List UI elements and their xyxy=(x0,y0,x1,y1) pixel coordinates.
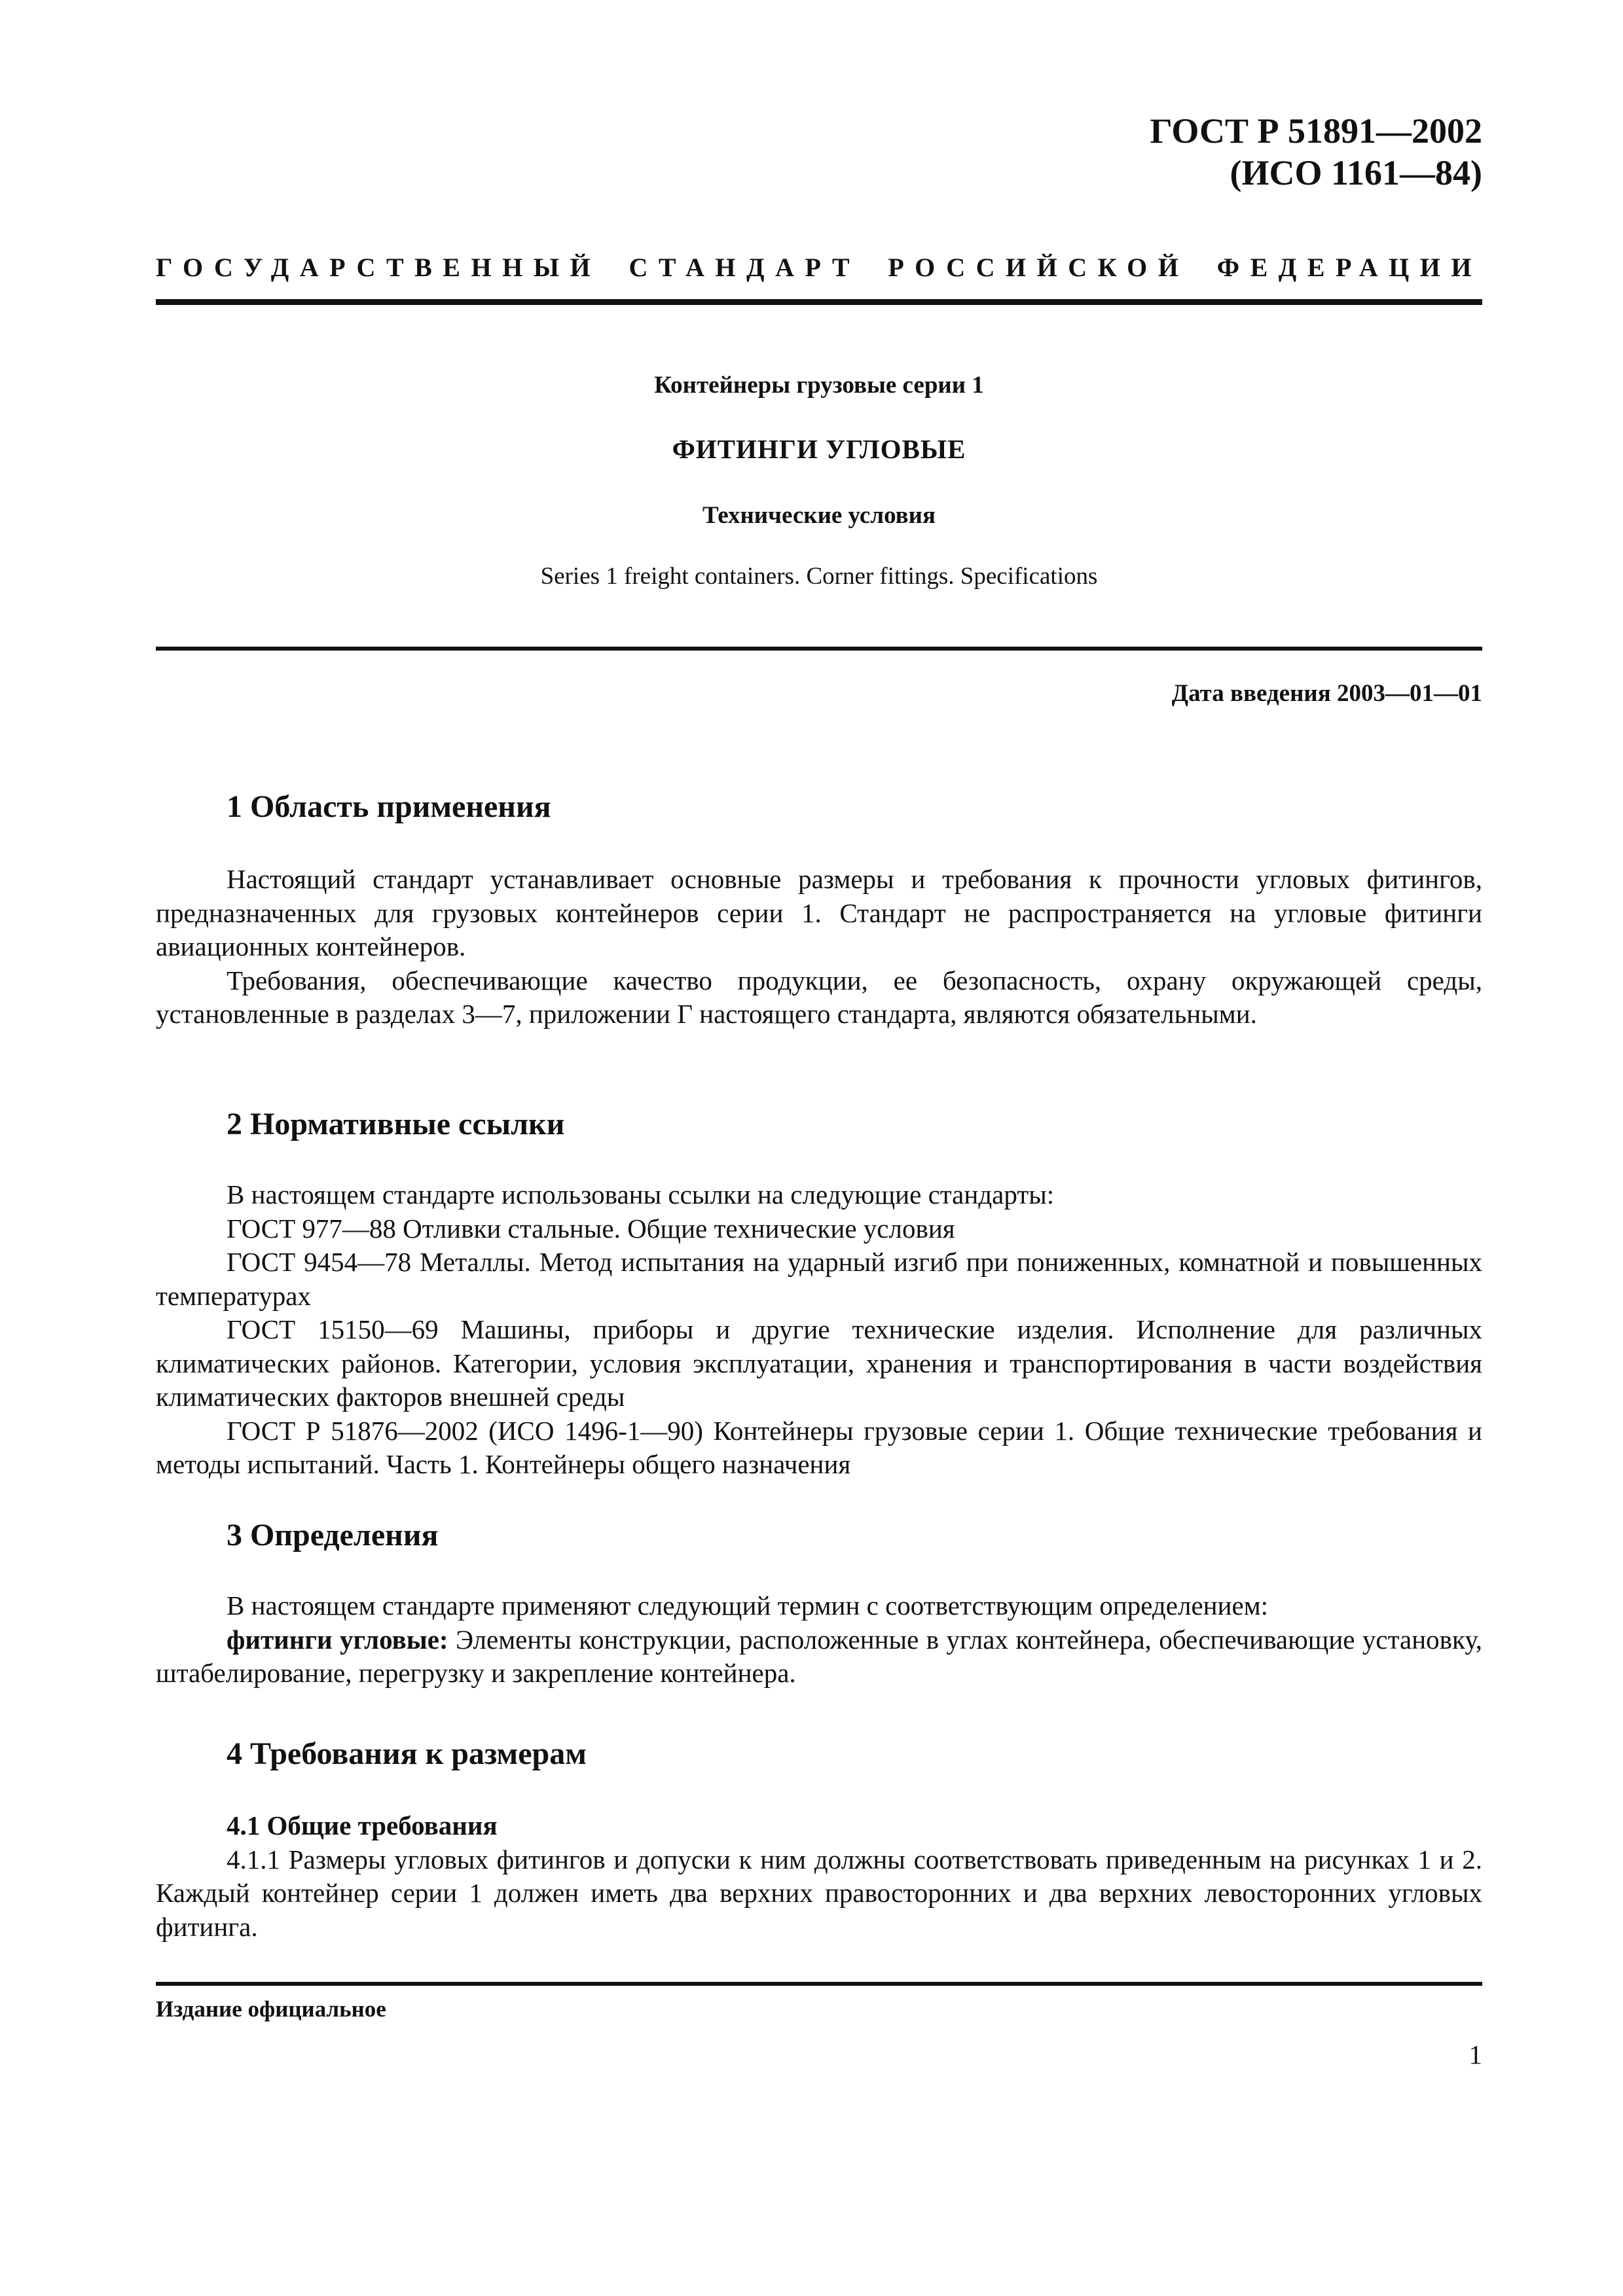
section-2-intro: В настоящем стандарте использованы ссылки на следующие стандарты: xyxy=(227,1179,1055,1210)
standard-title: ФИТИНГИ УГЛОВЫЕ xyxy=(672,434,966,464)
state-standard-title: ГОСУДАРСТВЕННЫЙ СТАНДАРТ РОССИЙСКОЙ ФЕДЕРАЦИИ xyxy=(156,253,1482,282)
footer-divider xyxy=(156,1982,1482,1986)
gost-number: ГОСТ Р 51891—2002 xyxy=(1150,111,1482,151)
section-2-body xyxy=(156,1178,1482,1482)
section-1-paragraph-2: Требования, обеспечивающие качество продукции, ее безопасность, охрану окружающей среды, установленные в разделах 3—7, приложении Г настоящего стандарта, являются обязательными. xyxy=(156,965,1482,1029)
reference-gost-15150: ГОСТ 15150—69 Машины, приборы и другие технические изделия. Исполнение для различных климатических районов. Категории, условия эксплуатации, хранения и транспортирования в части воздействия климатических факторов внешней среды xyxy=(156,1314,1482,1412)
reference-gost-9454: ГОСТ 9454—78 Металлы. Метод испытания на ударный изгиб при пониженных, комнатной и повышенных температурах xyxy=(156,1247,1482,1311)
section-4-heading: 4 Требования к размерам xyxy=(227,1736,587,1771)
section-4-body xyxy=(156,1809,1482,1944)
clause-4-1-1: 4.1.1 Размеры угловых фитингов и допуски к ним должны соответствовать приведенным на рисунках 1 и 2. Каждый контейнер серии 1 должен иметь два верхних правосторонних и два верхних левосторонних угловых фитинга. xyxy=(156,1844,1482,1942)
section-3-body xyxy=(156,1589,1482,1691)
official-edition-label: Издание официальное xyxy=(156,1996,386,2022)
document-number-block xyxy=(1150,110,1482,194)
section-2-heading: 2 Нормативные ссылки xyxy=(227,1107,565,1141)
section-3-heading: 3 Определения xyxy=(227,1518,439,1552)
defined-term: фитинги угловые: xyxy=(227,1624,448,1655)
reference-gost-977: ГОСТ 977—88 Отливки стальные. Общие технические условия xyxy=(227,1213,955,1244)
standard-subject: Контейнеры грузовые серии 1 xyxy=(654,372,984,399)
section-1-paragraph-1: Настоящий стандарт устанавливает основные размеры и требования к прочности угловых фитингов, предназначенных для грузовых контейнеров серии 1. Стандарт не распространяется на угловые фитинги авиационных контейнеров. xyxy=(156,864,1482,961)
header-divider xyxy=(156,299,1482,305)
page-number: 1 xyxy=(1468,2039,1482,2070)
section-3-intro: В настоящем стандарте применяют следующий термин с соответствующим определением: xyxy=(227,1590,1269,1621)
iso-number: (ИСО 1161—84) xyxy=(1230,153,1482,192)
english-title: Series 1 freight containers. Corner fittings. Specifications xyxy=(540,563,1098,590)
introduction-date: Дата введения 2003—01—01 xyxy=(1171,680,1482,707)
standard-subtitle: Технические условия xyxy=(702,502,936,529)
section-1-heading: 1 Область применения xyxy=(227,789,551,824)
term-definition: Элементы конструкции, расположенные в углах контейнера, обеспечивающие установку, штабелирование, перегрузку и закрепление контейнера. xyxy=(156,1624,1482,1688)
subsection-4-1-heading: 4.1 Общие требования xyxy=(227,1810,498,1840)
reference-gost-51876: ГОСТ Р 51876—2002 (ИСО 1496-1—90) Контейнеры грузовые серии 1. Общие технические требования и методы испытаний. Часть 1. Контейнеры общего назначения xyxy=(156,1415,1482,1479)
title-divider xyxy=(156,647,1482,651)
section-1-body xyxy=(156,863,1482,1031)
definition-paragraph xyxy=(156,1623,1482,1691)
